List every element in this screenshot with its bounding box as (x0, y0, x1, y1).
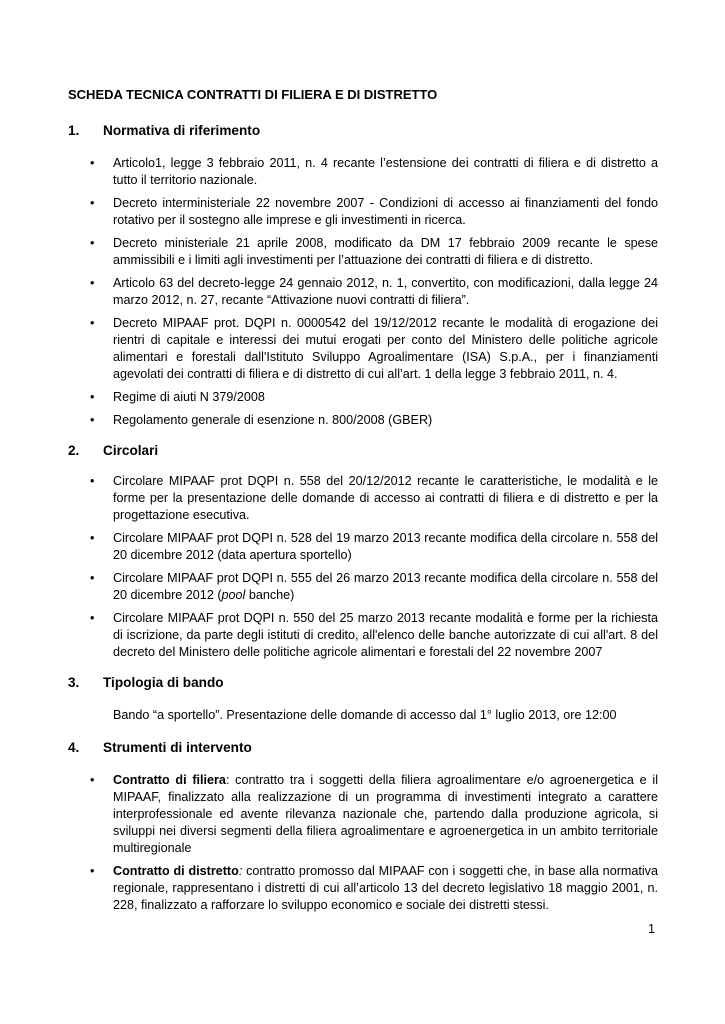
list-item: • Regolamento generale di esenzione n. 800/2008 (GBER) (90, 413, 433, 427)
bullet-icon: • (90, 196, 95, 210)
bullet-icon: • (90, 474, 95, 488)
section-title: Strumenti di intervento (103, 740, 252, 755)
strumenti-list (68, 772, 658, 920)
section-title: Tipologia di bando (103, 675, 224, 690)
page-number: 1 (648, 922, 656, 936)
list-item: • Circolare MIPAAF prot DQPI n. 528 del 19 marzo 2013 recante modifica della circolare n. 558 del 20 dicembre 2012 (data apertura sportello) (90, 531, 658, 562)
section-heading-3 (68, 675, 224, 690)
circolari-list (68, 473, 658, 667)
list-item: • Circolare MIPAAF prot DQPI n. 555 del 26 marzo 2013 recante modifica della circolare n. 558 del 20 dicembre 2012 (pool banche) (90, 571, 658, 602)
section-heading-4 (68, 740, 252, 755)
list-item: • Decreto ministeriale 21 aprile 2008, modificato da DM 17 febbraio 2009 recante le spese ammissibili e i limiti agli investimenti per l’attuazione dei contratti di filiera e di distretto. (90, 236, 658, 267)
tipologia-text: Bando “a sportello”. Presentazione delle domande di accesso dal 1° luglio 2013, ore 12:00 (113, 708, 617, 722)
list-item: • Contratto di filiera: contratto tra i soggetti della filiera agroalimentare e/o agroenergetica e il MIPAAF, finalizzato alla realizzazione di un programma di investimenti integrato a carattere interprofessionale ed avente rilevanza nazionale che, partendo dalla produzione agricola, si sviluppi nei diversi segmenti della filiera agroalimentare e agroenergetica in un ambito territoriale multiregionale (90, 773, 658, 855)
section-number: 2. (68, 443, 80, 458)
list-item: • Circolare MIPAAF prot DQPI n. 558 del 20/12/2012 recante le caratteristiche, le modalità e le forme per la presentazione delle domande di accesso ai contratti di filiera e di distretto e per la progettazione esecutiva. (90, 474, 658, 522)
bullet-icon: • (90, 316, 95, 330)
section-title: Normativa di riferimento (103, 123, 261, 138)
list-item: • Decreto MIPAAF prot. DQPI n. 0000542 del 19/12/2012 recante le modalità di erogazione dei rientri di capitale e interessi dei mutui erogati per conto del Ministero delle politiche agricole alimentari e forestali dall'Istituto Sviluppo Agroalimentare (ISA) S.p.A., per i finanziamenti agevolati dei contratti di filiera e di distretto di cui all’art. 1 della legge 3 febbraio 2011, n. 4. (90, 316, 658, 381)
section-number: 4. (68, 740, 80, 755)
list-item: • Articolo 63 del decreto-legge 24 gennaio 2012, n. 1, convertito, con modificazioni, dalla legge 24 marzo 2012, n. 27, recante “Attivazione nuovi contratti di filiera”. (90, 276, 658, 307)
list-item: • Decreto interministeriale 22 novembre 2007 - Condizioni di accesso ai finanziamenti del fondo rotativo per il sostegno alle imprese e gli investimenti in ricerca. (90, 196, 658, 227)
bullet-icon: • (90, 571, 95, 585)
document-title: SCHEDA TECNICA CONTRATTI DI FILIERA E DI DISTRETTO (68, 87, 438, 102)
section-title: Circolari (103, 443, 159, 458)
bullet-icon: • (90, 156, 95, 170)
bullet-icon: • (90, 276, 95, 290)
list-item: • Contratto di distretto: contratto promosso dal MIPAAF con i soggetti che, in base alla normativa regionale, rappresentano i distretti di cui all’articolo 13 del decreto legislativo 18 maggio 2001, n. 228, finalizzato a rafforzare lo sviluppo economico e sociale dei distretti stessi. (90, 864, 658, 912)
list-item: • Articolo1, legge 3 febbraio 2011, n. 4 recante l’estensione dei contratti di filiera e di distretto a tutto il territorio nazionale. (90, 156, 658, 187)
section-number: 3. (68, 675, 80, 690)
bullet-icon: • (90, 611, 95, 625)
normativa-list (68, 155, 658, 435)
list-item: • Regime di aiuti N 379/2008 (90, 390, 265, 404)
list-item: • Circolare MIPAAF prot DQPI n. 550 del 25 marzo 2013 recante modalità e forme per la richiesta di iscrizione, da parte degli istituti di credito, all'elenco delle banche autorizzate di cui all'art. 8 del decreto del Ministero delle politiche agricole alimentari e forestali del 22 novembre 2007 (90, 611, 658, 659)
bullet-icon: • (90, 864, 95, 878)
bullet-icon: • (90, 236, 95, 250)
section-heading-1 (68, 123, 260, 138)
section-heading-2 (68, 443, 158, 458)
bullet-icon: • (90, 413, 95, 427)
bullet-icon: • (90, 390, 95, 404)
section-number: 1. (68, 123, 80, 138)
bullet-icon: • (90, 531, 95, 545)
bullet-icon: • (90, 773, 95, 787)
